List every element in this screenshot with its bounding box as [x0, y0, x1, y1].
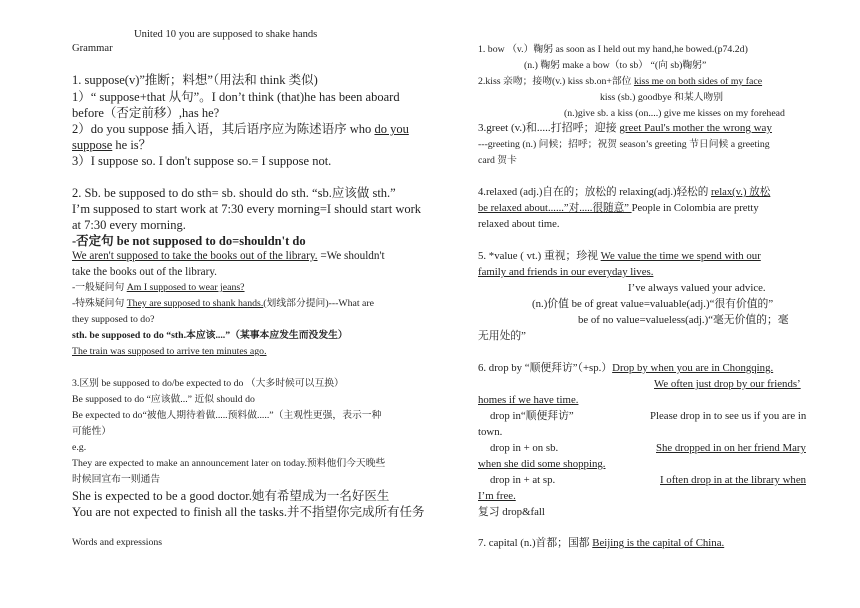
s2-heading: 2. Sb. be supposed to do sth= sb. should do sth. “sb.应该做 sth.” [72, 186, 396, 200]
s2-line: at 7:30 every morning. [72, 218, 186, 232]
words-heading: Words and expressions [72, 537, 163, 548]
r6-line: drop in + at sp. I often drop in at the library when [490, 474, 807, 486]
r6-line: 6. drop by “顺便拜访”（+sp.）Drop by when you are in Chongqing. [478, 362, 774, 374]
r2-line: (n.)give sb. a kiss (on....) give me kisses on my forehead [564, 108, 785, 119]
s2-line: -特殊疑问句 They are supposed to shank hands.(划线部分提问)---What are [72, 298, 375, 309]
r5-line: I’ve always valued your advice. [628, 282, 766, 294]
s2-line: -一般疑问句 Am I supposed to wear jeans? [72, 282, 245, 293]
r4-line: be relaxed about......”对.....很随意” People in Colombia are pretty [478, 203, 759, 214]
r6-line: drop in + on sb. She dropped in on her friend Mary [490, 442, 806, 454]
r2-line: kiss (sb.) goodbye 和某人吻别 [600, 92, 724, 103]
s2-line: take the books out of the library. [72, 266, 217, 278]
r1-line: 1. bow （v.）鞠躬 as soon as I held out my hand,he bowed.(p74.2d) [478, 44, 748, 55]
r3-line: ---greeting (n.) 问候；招呼；祝贺 season’s greeting 节日问候 a greeting [478, 139, 770, 150]
r6-line: town. [478, 426, 503, 438]
s3-line: Be supposed to do “应该做...” 近似 should do [72, 394, 255, 405]
s2-line: The train was supposed to arrive ten minutes ago. [72, 346, 267, 357]
s2-line: sth. be supposed to do “sth.本应该....”（某事本应发生而没发生） [72, 330, 348, 341]
s3-line: They are expected to make an announcement later on today.预料他们今天晚些 [72, 458, 386, 469]
r5-line: family and friends in our everyday lives. [478, 266, 654, 278]
r3-line: card 贺卡 [478, 155, 517, 166]
s1-heading: 1. suppose(v)”推断；料想”（用法和 think 类似) [72, 73, 318, 87]
r3-line: 3.greet (v.)和.....打招呼；迎接 greet Paul's mother the wrong way [478, 122, 772, 134]
grammar-heading: Grammar [72, 43, 113, 54]
r5-line: be of no value=valueless(adj.)“毫无价值的；毫 [578, 314, 789, 326]
r6-line: when she did some shopping. [478, 458, 606, 470]
s1-line: before（否定前移）,has he? [72, 106, 220, 120]
s3-line: 时候回宣布一则通告 [72, 474, 161, 485]
s1-line: 3）I suppose so. I don't suppose so.= I suppose not. [72, 154, 332, 168]
s2-line: -否定句 be not supposed to do=shouldn't do [72, 234, 306, 248]
s2-line: I’m supposed to start work at 7:30 every morning=I should start work [72, 202, 422, 216]
r6-line: I’m free. [478, 490, 516, 502]
r5-line: (n.)价值 be of great value=valuable(adj.)“很有价值的” [532, 298, 774, 310]
s3-line: You are not expected to finish all the tasks.并不指望你完成所有任务 [72, 505, 425, 519]
s1-line: suppose he is？ [72, 138, 152, 152]
s3-heading: 3.区别 be supposed to do/be expected to do （大多时候可以互换） [72, 378, 344, 389]
r2-line: 2.kiss 亲吻；接吻(v.) kiss sb.on+部位 kiss me on both sides of my face [478, 76, 763, 87]
s1-line: 2）do you suppose 插入语，其后语序应为陈述语序 who do you [72, 122, 409, 136]
s3-line: She is expected to be a good doctor.她有希望成为一名好医生 [72, 489, 390, 503]
s2-line: they supposed to do? [72, 314, 155, 325]
s3-line: e.g. [72, 442, 87, 453]
r4-line: relaxed about time. [478, 219, 560, 230]
s2-line: We aren't supposed to take the books out of the library. =We shouldn't [72, 250, 385, 262]
r6-line: 复习 drop&fall [478, 506, 545, 518]
r5-line: 5. *value ( vt.) 重视；珍视 We value the time we spend with our [478, 250, 761, 262]
r6-line: We often just drop by our friends’ [654, 378, 801, 390]
r1-line: (n.) 鞠躬 make a bow（to sb） “(向 sb)鞠躬” [524, 60, 707, 71]
unit-title: United 10 you are supposed to shake hands [134, 29, 318, 40]
r6-line: homes if we have time. [478, 394, 579, 406]
r7-line: 7. capital (n.)首都；国都 Beijing is the capital of China. [478, 537, 725, 549]
s1-line: 1）“ suppose+that 从句”。I don’t think (that)he has been aboard [72, 90, 400, 104]
r5-line: 无用处的” [478, 330, 526, 342]
s3-line: 可能性） [72, 426, 112, 437]
r4-line: 4.relaxed (adj.)自在的；放松的 relaxing(adj.)轻松的 relax(v.) 放松 [478, 187, 771, 198]
s3-line: Be expected to do“被他人期待着做.....预料做.....”（主观性更强，表示一种 [72, 410, 382, 421]
r6-line: drop in“顺便拜访” Please drop in to see us if you are in [490, 410, 807, 422]
